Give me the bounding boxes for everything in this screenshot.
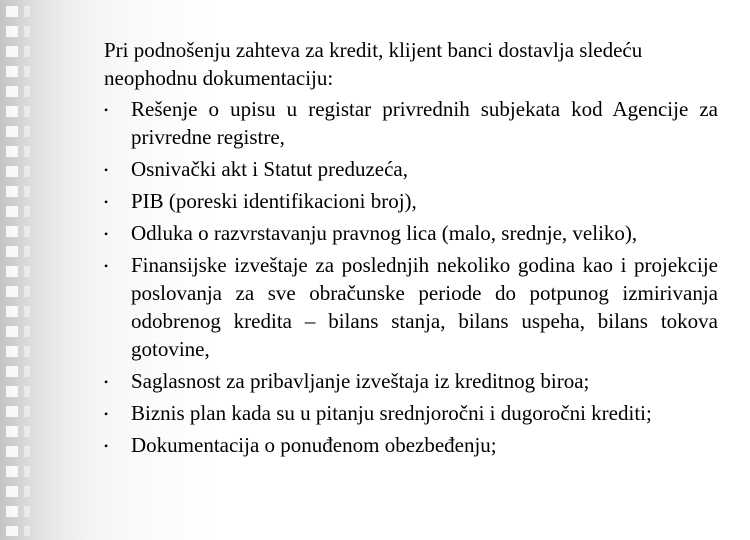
list-item-text: Osnivački akt i Statut preduzeća, <box>131 157 408 181</box>
bullet-icon: • <box>104 195 109 209</box>
bullet-icon: • <box>104 227 109 241</box>
slide-content <box>104 36 718 463</box>
bullet-icon: • <box>104 163 109 177</box>
bullet-icon: • <box>104 375 109 389</box>
list-item <box>104 399 718 427</box>
list-item-text: Finansijske izveštaje za poslednjih nekoliko godina kao i projekcije poslovanja za sve obračunske periode do potpunog izmirivanja odobrenog kredita – bilans stanja, bilans uspeha, bilans tokova gotovine, <box>131 253 718 361</box>
list-item <box>104 251 718 363</box>
list-item-text: Odluka o razvrstavanju pravnog lica (malo, srednje, veliko), <box>131 221 638 245</box>
list-item <box>104 187 718 215</box>
list-item-text: PIB (poreski identifikacioni broj), <box>131 189 417 213</box>
decorative-square-strip-inner <box>24 6 30 536</box>
list-item-text: Rešenje o upisu u registar privrednih subjekata kod Agencije za privredne registre, <box>131 97 718 149</box>
decorative-square-strip <box>6 6 18 536</box>
intro-paragraph: Pri podnošenju zahteva za kredit, klijent banci dostavlja sledeću neophodnu dokumentaciju: <box>104 38 643 90</box>
list-item <box>104 431 718 459</box>
list-item-text: Saglasnost za pribavljanje izveštaja iz kreditnog biroa; <box>131 369 590 393</box>
document-list <box>104 95 718 459</box>
list-item <box>104 219 718 247</box>
list-item-text: Dokumentacija o ponuđenom obezbeđenju; <box>131 433 497 457</box>
list-item <box>104 95 718 151</box>
bullet-icon: • <box>104 259 109 273</box>
bullet-icon: • <box>104 407 109 421</box>
bullet-icon: • <box>104 439 109 453</box>
list-item <box>104 155 718 183</box>
list-item-text: Biznis plan kada su u pitanju srednjoročni i dugoročni krediti; <box>131 401 652 425</box>
list-item <box>104 367 718 395</box>
bullet-icon: • <box>104 103 109 117</box>
